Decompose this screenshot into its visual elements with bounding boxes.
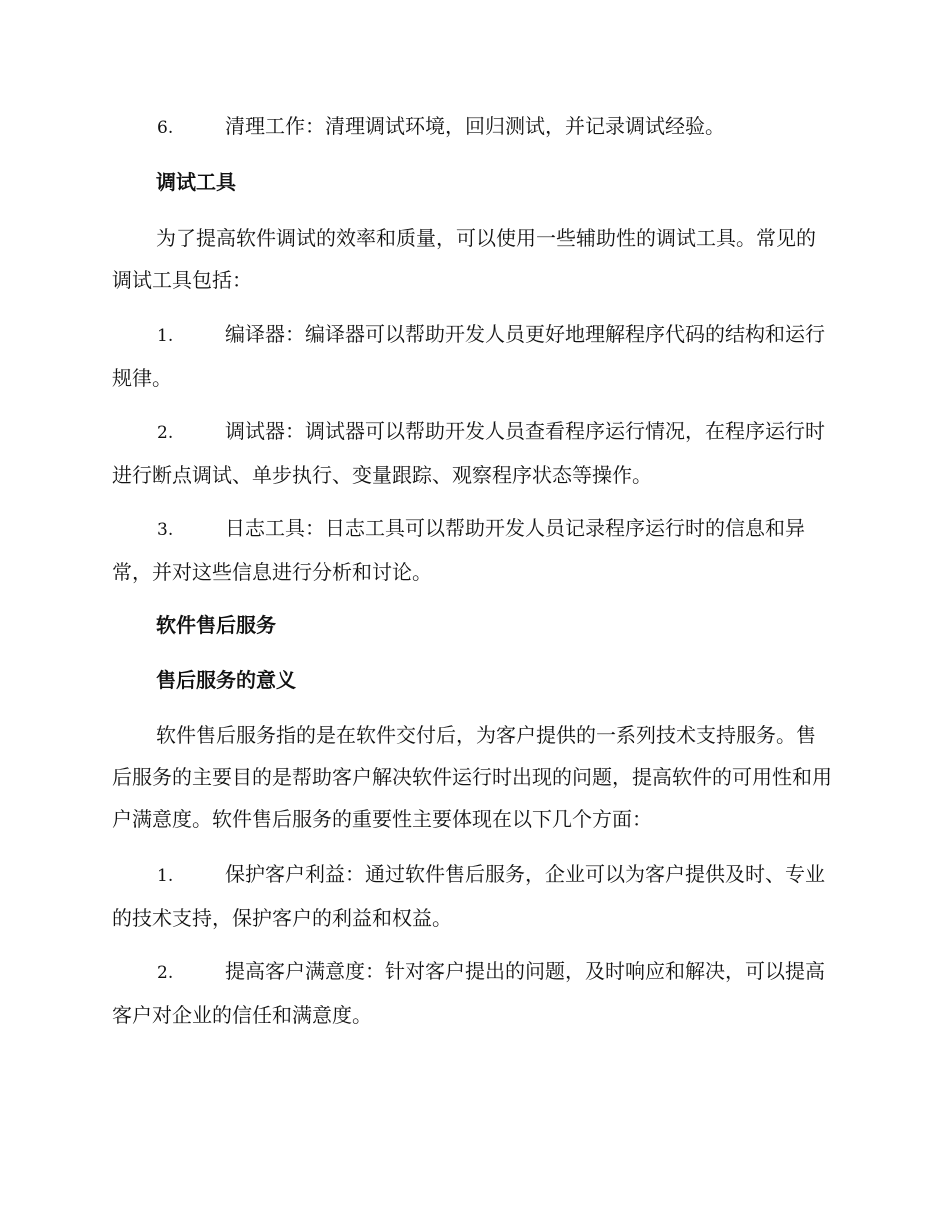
list-text: 保护客户利益：通过软件售后服务，企业可以为客户提供及时、专业的技术支持，保护客户的利益和权益。 (112, 862, 825, 930)
list-number: 3. (157, 520, 174, 540)
list-number: 1. (157, 866, 174, 886)
list-number: 6. (157, 118, 174, 138)
list-number: 2. (157, 423, 174, 443)
heading-after-sales: 软件售后服务 (156, 613, 276, 637)
list-item-protect-interest (112, 853, 834, 939)
paragraph-after-sales: 软件售后服务指的是在软件交付后，为客户提供的一系列技术支持服务。售后服务的主要目的是帮助客户解决软件运行时出现的问题，提高软件的可用性和用户满意度。软件售后服务的重要性主要体现在以下几个方面： (112, 723, 832, 831)
list-item-cleanup (112, 105, 834, 149)
list-item-satisfaction (112, 950, 834, 1036)
list-text: 清理工作：清理调试环境，回归测试，并记录调试经验。 (225, 114, 725, 138)
list-text: 日志工具：日志工具可以帮助开发人员记录程序运行时的信息和异常，并对这些信息进行分析和讨论。 (112, 516, 805, 584)
paragraph-debug-tools: 为了提高软件调试的效率和质量，可以使用一些辅助性的调试工具。常见的调试工具包括： (112, 226, 816, 292)
heading-after-sales-meaning: 售后服务的意义 (156, 668, 296, 692)
list-text: 提高客户满意度：针对客户提出的问题，及时响应和解决，可以提高客户对企业的信任和满意度。 (112, 959, 825, 1027)
heading-debug-tools: 调试工具 (156, 170, 236, 194)
list-number: 1. (157, 326, 174, 346)
list-number: 2. (157, 963, 174, 983)
list-item-compiler (112, 313, 834, 399)
list-item-log-tool (112, 507, 834, 593)
list-text: 编译器：编译器可以帮助开发人员更好地理解程序代码的结构和运行规律。 (112, 322, 825, 390)
list-text: 调试器：调试器可以帮助开发人员查看程序运行情况，在程序运行时进行断点调试、单步执行、变量跟踪、观察程序状态等操作。 (112, 419, 825, 487)
list-item-debugger (112, 410, 834, 496)
